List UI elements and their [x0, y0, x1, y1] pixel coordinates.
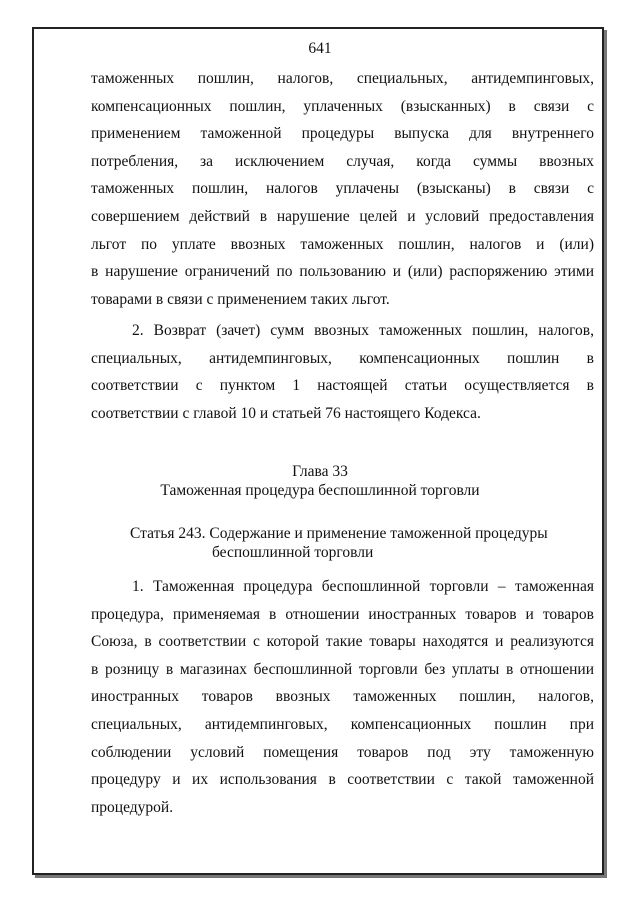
text-line: соблюдении условий помещения товаров под эту таможенную — [91, 743, 594, 761]
text-line: процедуру и их использования в соответствии с такой таможенной — [91, 771, 594, 789]
paragraph-continuation — [91, 65, 594, 313]
text-line: специальных, антидемпинговых, компенсационных пошлин в — [91, 349, 594, 367]
text-line: 1. Таможенная процедура беспошлинной торговли – таможенная — [132, 578, 594, 595]
text-line: в нарушение ограничений по пользованию и (или) распоряжению этими — [91, 263, 594, 281]
text-line: в розницу в магазинах беспошлинной торговли без уплаты в отношении — [91, 660, 594, 678]
text-line: Союза, в соответствии с которой такие товары находятся и реализуются — [91, 633, 594, 651]
text-line: таможенных пошлин, налогов, специальных, антидемпинговых, — [91, 70, 594, 87]
paragraph-2 — [91, 317, 594, 427]
article-title: Статья 243. Содержание и применение таможенной процедуры — [130, 525, 548, 542]
text-line: процедурой. — [91, 798, 174, 816]
text-line: соответствии с пунктом 1 настоящей статьи осуществляется в — [91, 377, 594, 395]
text-line: таможенных пошлин, налогов уплачены (взысканы) в связи с — [91, 180, 594, 198]
text-line: применением таможенной процедуры выпуска для внутреннего — [91, 125, 594, 143]
text-line: процедура, применяемая в отношении иностранных товаров и товаров — [91, 605, 594, 623]
page-number: 641 — [308, 40, 332, 57]
paragraph-3 — [91, 573, 594, 821]
text-line: соответствии с главой 10 и статьей 76 настоящего Кодекса. — [91, 404, 481, 422]
text-line: товарами в связи с применением таких льгот. — [91, 290, 390, 308]
text-line: совершением действий в нарушение целей и условий предоставления — [91, 207, 594, 225]
text-line: компенсационных пошлин, уплаченных (взысканных) в связи с — [91, 97, 594, 115]
text-line: специальных, антидемпинговых, компенсационных пошлин при — [91, 715, 594, 733]
article-title-continuation: беспошлинной торговли — [212, 544, 374, 561]
text-line: 2. Возврат (зачет) сумм ввозных таможенных пошлин, налогов, — [132, 322, 594, 339]
text-line: потребления, за исключением случая, когда суммы ввозных — [91, 152, 594, 170]
chapter-title: Таможенная процедура беспошлинной торговли — [160, 482, 480, 499]
text-line: льгот по уплате ввозных таможенных пошлин, налогов и (или) — [91, 235, 594, 253]
chapter-number: Глава 33 — [292, 463, 348, 480]
text-line: иностранных товаров ввозных таможенных пошлин, налогов, — [91, 688, 594, 706]
